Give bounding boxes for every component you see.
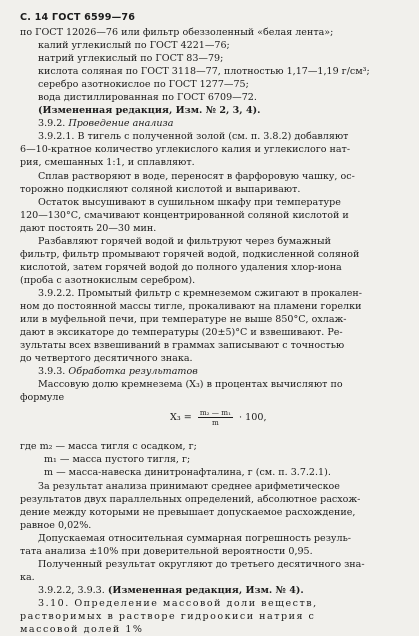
text-line-content: по ГОСТ 12026—76 или фильтр обеззоленный «белая лента»;	[20, 27, 334, 38]
text-line	[20, 130, 398, 143]
text-line	[20, 313, 398, 326]
text-line-content: растворимых в растворе гидроокиси натрия с	[20, 610, 316, 622]
text-line	[20, 91, 398, 104]
text-line-content: зультаты всех взвешиваний в граммах записывают с точностью	[20, 340, 345, 352]
text-line-content: результатов двух параллельных определений, абсолютное расхож-	[20, 493, 361, 505]
text-line-content: m — масса-навеска динитронафталина, г (см. п. 3.7.2.1).	[44, 467, 331, 479]
text-line-content: За результат анализа принимают среднее арифметическое	[38, 480, 340, 492]
text-line-content: где m₂ — масса тигля с осадком, г;	[20, 441, 197, 453]
text-part-2	[20, 440, 398, 636]
text-line-content: равное 0,02%.	[20, 519, 92, 531]
formula-rhs: · 100,	[239, 412, 267, 424]
text-line	[20, 143, 398, 156]
text-line	[20, 248, 398, 261]
text-line	[20, 209, 398, 222]
text-line-content: кислота соляная по ГОСТ 3118—77, плотностью 1,17—1,19 г/см³;	[38, 66, 370, 78]
text-line-content: формуле	[20, 392, 65, 404]
text-line-content: тата анализа ±10% при доверительной вероятности 0,95.	[20, 545, 313, 557]
text-line	[20, 453, 398, 466]
text-line-content: кислотой, затем горячей водой до полного удаления хлор-иона	[20, 261, 342, 273]
text-line	[20, 532, 398, 545]
text-line	[20, 222, 398, 235]
text-line-content: фильтр, фильтр промывают горячей водой, подкисленной соляной	[20, 248, 360, 260]
text-line	[20, 326, 398, 339]
text-line-content: 3.9.2.1. В тигель с полученной золой (см. п. 3.8.2) добавляют	[38, 131, 349, 143]
text-line	[20, 493, 398, 506]
text-line	[20, 365, 398, 378]
page-header: С. 14 ГОСТ 6599—76	[20, 12, 136, 23]
text-line	[20, 196, 398, 209]
text-line-content: (проба с азотнокислым серебром).	[20, 274, 196, 286]
text-line-content: вода дистиллированная по ГОСТ 6709—72.	[38, 92, 257, 104]
text-line	[20, 183, 398, 196]
text-line	[20, 391, 398, 404]
text-line-emphasis: (Измененная редакция, Изм. № 4).	[107, 584, 304, 596]
text-line-content: дают в эксикаторе до температуры (20±5)°С и взвешивают. Ре-	[20, 327, 343, 339]
formula-numerator: m₂ — m₁	[199, 408, 231, 418]
text-part-1	[20, 26, 398, 404]
text-line-content: ном до постоянной массы тигле, прокаливают на пламени горелки	[20, 300, 362, 312]
text-line-content: 3.9.2.	[38, 118, 69, 130]
text-line	[20, 156, 398, 169]
text-line	[20, 519, 398, 532]
text-line-emphasis: Обработка результатов	[68, 366, 198, 378]
text-line-content: дают постоять 20—30 мин.	[20, 222, 157, 234]
text-line-content: калий углекислый по ГОСТ 4221—76;	[38, 40, 230, 52]
text-line	[20, 65, 398, 78]
text-line-content: 3.9.2.2. Промытый фильтр с кремнеземом сжигают в прокален-	[38, 287, 362, 299]
text-line-content: серебро азотнокислое по ГОСТ 1277—75;	[38, 79, 249, 91]
text-line	[20, 545, 398, 558]
text-line	[20, 300, 398, 313]
formula	[170, 408, 267, 427]
formula-denominator: m	[211, 418, 219, 428]
text-line	[20, 274, 398, 287]
text-line	[20, 339, 398, 352]
text-line-content: 3.9.3.	[38, 366, 69, 378]
text-line-content: дение между которыми не превышает допускаемое расхождение,	[20, 506, 356, 518]
body-text	[20, 26, 398, 636]
text-line-content: Массовую долю кремнезема (X₃) в процентах вычисляют по	[38, 379, 343, 391]
text-line-content: Разбавляют горячей водой и фильтруют через бумажный	[38, 235, 331, 247]
text-line	[20, 235, 398, 248]
text-line	[20, 52, 398, 65]
text-line-content: 3.10. Определение массовой доли веществ,	[38, 597, 318, 609]
text-line-content: 6—10-кратное количество углекислого калия и углекислого нат-	[20, 144, 351, 156]
text-line	[20, 466, 398, 479]
text-line	[20, 104, 398, 117]
text-line-content: Сплав растворяют в воде, переносят в фарфоровую чашку, ос-	[38, 170, 355, 182]
text-line	[20, 117, 398, 130]
text-line-content: Полученный результат округляют до третьего десятичного зна-	[38, 558, 365, 570]
text-line-content: торожно подкисляют соляной кислотой и выпаривают.	[20, 183, 301, 195]
text-line	[20, 78, 398, 91]
text-line-content: (Измененная редакция, Изм. № 2, 3, 4).	[38, 105, 261, 117]
text-line	[20, 506, 398, 519]
text-line-content: натрий углекислый по ГОСТ 83—79;	[38, 53, 224, 65]
text-line-content: m₁ — масса пустого тигля, г;	[44, 454, 191, 466]
text-line-content: Остаток высушивают в сушильном шкафу при температуре	[38, 196, 341, 208]
text-line	[20, 440, 398, 453]
text-line	[20, 39, 398, 52]
text-line-content: массовой долей 1%	[20, 624, 144, 636]
text-line	[20, 623, 398, 636]
text-line	[20, 558, 398, 571]
text-line	[20, 170, 398, 183]
text-line-content: 3.9.2.2, 3.9.3.	[38, 584, 108, 596]
text-line	[20, 287, 398, 300]
text-line	[20, 261, 398, 274]
text-line	[20, 597, 398, 610]
text-line	[20, 26, 398, 39]
formula-block	[20, 404, 398, 440]
text-line	[20, 352, 398, 365]
text-line	[20, 571, 398, 584]
text-line-content: рия, смешанных 1:1, и сплавляют.	[20, 157, 195, 169]
text-line-content: 120—130°С, смачивают концентрированной соляной кислотой и	[20, 209, 349, 221]
formula-fraction	[198, 408, 233, 427]
text-line-emphasis: Проведение анализа	[68, 118, 174, 130]
formula-lhs: X₃ =	[170, 412, 192, 424]
text-line-content: или в муфельной печи, при температуре не выше 850°С, охлаж-	[20, 314, 347, 326]
text-line	[20, 378, 398, 391]
text-line	[20, 610, 398, 623]
text-line-content: ка.	[20, 571, 35, 583]
text-line-content: Допускаемая относительная суммарная погрешность резуль-	[38, 532, 352, 544]
text-line-content: до четвертого десятичного знака.	[20, 353, 193, 365]
text-line	[20, 480, 398, 493]
text-line	[20, 584, 398, 597]
